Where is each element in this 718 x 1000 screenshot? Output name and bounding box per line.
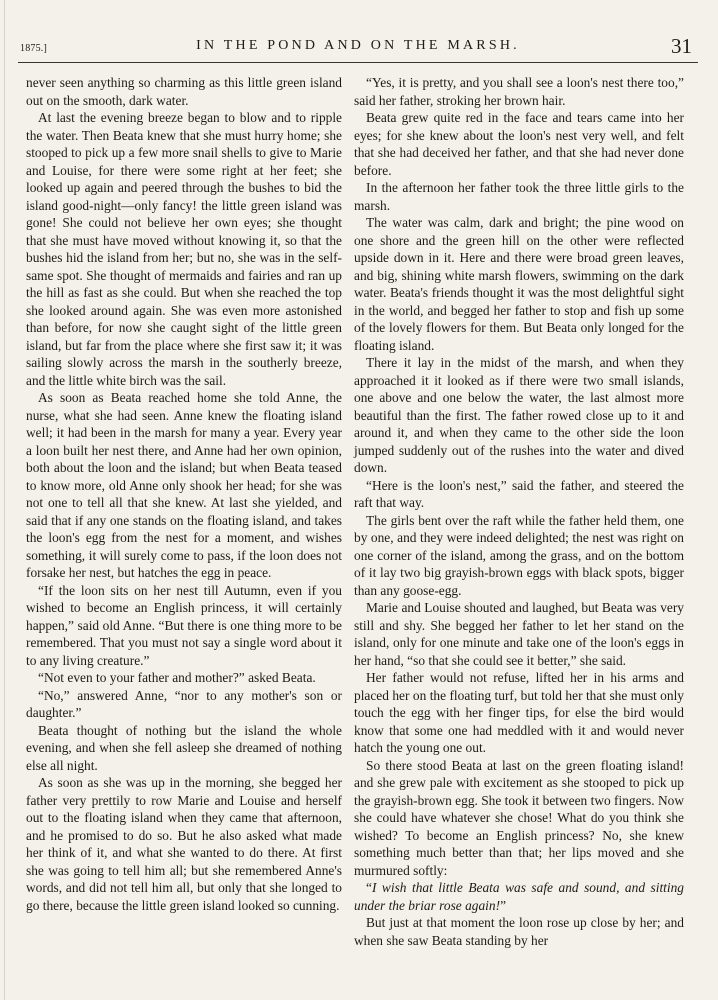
paragraph: “No,” answered Anne, “nor to any mother's son or daughter.” [26,687,342,720]
paragraph: “Here is the loon's nest,” said the father, and steered the raft that way. [354,477,684,510]
page-number: 31 [671,34,692,58]
open-quote: “ [366,880,372,895]
header-title: IN THE POND AND ON THE MARSH. [196,38,520,53]
close-quote: ” [500,897,507,913]
paragraph: “Yes, it is pretty, and you shall see a loon's nest there too,” said her father, stroking her brown hair. [354,75,684,108]
right-column [354,74,684,949]
paragraph: “Not even to your father and mother?” asked Beata. [38,670,316,685]
running-header [20,34,696,60]
paragraph: As soon as she was up in the morning, she begged her father very prettily to row Marie and Louise and herself out to the floating island when they came that afternoon, and he promised to do so. But he also asked what made her think of it, and what she wanted to do there. At first she was going to tell him all; but she remembered Anne's words, and did not tell him all, but only that she longed to go there, because the little green island looked so cunning. [26,775,342,913]
paragraph: never seen anything so charming as this little green island out on the smooth, dark water. [26,75,342,108]
paragraph: At last the evening breeze began to blow and to ripple the water. Then Beata knew that she must hurry home; she stooped to pick up a few more snail shells to give to Marie and Louise, for there were some right at her feet; she looked up again and peered through the bushes to bid the island good-night—only fancy! the little green island was gone! She could not believe her own eyes; she thought that she must have moved without knowing it, so that the bushes hid the island from her; but no, she was in the self-same spot. She thought of mermaids and fairies and ran up the hill as fast as she could. But when she reached the top she looked around again. She was even more astonished than before, for now she caught sight of the little green island, but far from the place where she first saw it; it was sailing slowly across the marsh in the southerly breeze, and the little white birch was the sail. [26,110,342,388]
paragraph: Marie and Louise shouted and laughed, but Beata was very still and shy. She begged her father to let her stand on the island, only for one minute and take one of the loon's eggs in her hand, “so that she could see it better,” she said. [354,600,684,668]
paragraph: “If the loon sits on her nest till Autumn, even if you wished to become an English princess, it will certainly happen,” said old Anne. “But there is one thing more to be remembered. That you must not say a single word about it to any living creature.” [26,582,342,668]
paragraph: As soon as Beata reached home she told Anne, the nurse, what she had seen. Anne knew the floating island well; it had been in the marsh for many a year. Every year a loon built her nest there, and Anne had her own opinion, both about the loon and the island; but when Beata teased to know more, old Anne only shook her head; for she was not one to tell all that she knew. At last she yielded, and said that if any one stands on the floating island, and takes the loon's egg from the nest for a moment, and wishes something, it will surely come to pass, if the loon does not forsake her nest, but hatches the egg in peace. [26,390,342,580]
paragraph: Beata thought of nothing but the island the whole evening, and when she fell asleep she dreamed of nothing else all night. [26,722,342,773]
paragraph: Her father would not refuse, lifted her in his arms and placed her on the floating turf, but told her that she must only touch the egg with her finger tips, for else the bird would know that some one had meddled with it and would never hatch the young one out. [354,670,684,755]
paragraph: So there stood Beata at last on the green floating island! and she grew pale with excitement as she stooped to pick up the grayish-brown egg. She took it between two fingers. Now she could have whatever she chose! What do you think she wished? To become an English princess? No, she knew something much better than that; her lips moved and she murmured softly: [354,757,684,878]
header-rule [18,62,698,63]
paragraph: The water was calm, dark and bright; the pine wood on one shore and the green hill on the other were reflected upside down in it. Here and there were broad green leaves, and big, shining white marsh flowers, swimming on the dark water. Beata's friends thought it was the most delightful sight in the world, and begged her father to stop and fish up some of the lovely flowers for them. But Beata only longed for the floating island. [354,215,684,353]
paragraph: Beata grew quite red in the face and tears came into her eyes; for she knew about the loon's nest very well, and felt that she had deceived her father, and that she had never done before. [354,110,684,178]
header-year: 1875.] [20,43,48,54]
paragraph: In the afternoon her father took the three little girls to the marsh. [354,180,684,213]
paragraph: There it lay in the midst of the marsh, and when they approached it it looked as if there were two small islands, one above and one below the water, the last almost more beautiful than the first. The father rowed close up to it and around it, and when they came to the other side the loon jumped suddenly out of the rushes into the water and dived down. [354,355,684,475]
page-edge-shadow [4,0,5,1000]
left-column [26,74,342,914]
wish-text: I wish that little Beata was safe and sound, and sitting under the briar rose again! [354,880,684,913]
paragraph: But just at that moment the loon rose up close by her; and when she saw Beata standing by her [354,915,684,948]
paragraph: The girls bent over the raft while the father held them, one by one, and they were indeed delighted; the nest was right on one corner of the island, among the grass, and on the bottom of it lay two big grayish-brown eggs with black spots, bigger than any goose-egg. [354,512,684,598]
wish-paragraph [354,879,684,914]
